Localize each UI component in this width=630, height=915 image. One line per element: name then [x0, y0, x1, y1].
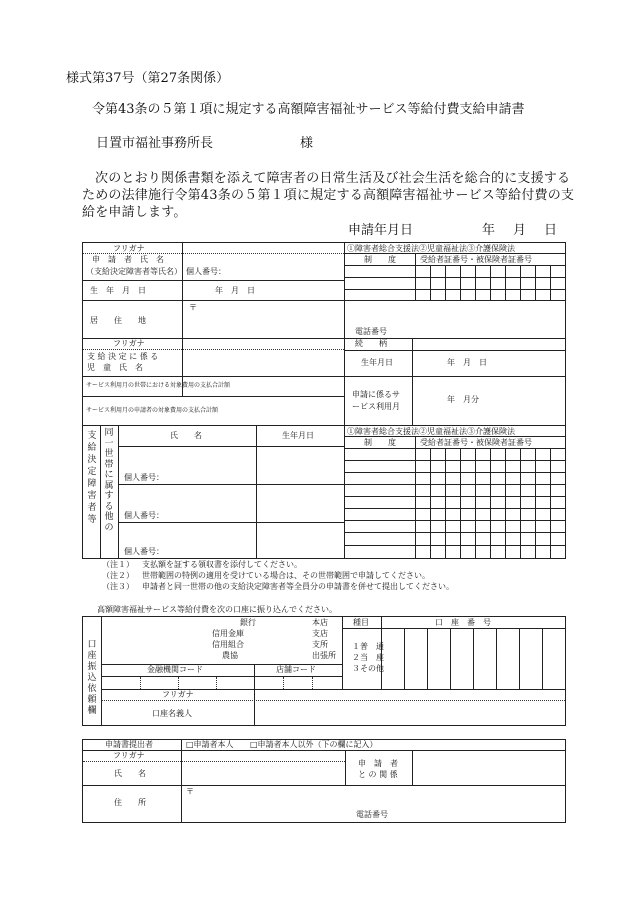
date-year: 年 [482, 223, 496, 238]
insurance-header: ①障害者総合支援法②児童福祉法③介護保険法 [347, 244, 515, 253]
child-birth-label: 生年月日 [361, 358, 393, 367]
applicant-furigana-input[interactable] [183, 254, 343, 266]
service-month-label-1: 申請に係るサ [352, 390, 400, 399]
fin-code-label: 金融機関コード [147, 665, 203, 674]
date-day: 日 [544, 223, 558, 238]
vertical-label-left: 支給決定障害者等 [87, 431, 97, 525]
note-3-text: 申請者と同一世帯の他の支給決定障害者等全員分の申請書を併せて提出してください。 [142, 582, 454, 591]
submitter-address-label: 住 所 [114, 798, 146, 807]
name-column-header: 氏 名 [170, 431, 202, 440]
service-year-month: 年 月分 [447, 395, 479, 404]
applicant-address-input[interactable] [183, 301, 343, 337]
date-month: 月 [513, 223, 527, 238]
note-2-mark: （注２） [102, 571, 134, 580]
household-total-label: サービス利用月の世帯における対象費用の支払合計額 [86, 382, 231, 389]
branch-label: 支所 [312, 640, 328, 649]
relationship-input[interactable] [413, 339, 565, 350]
birth-column-header: 生年月日 [282, 431, 314, 440]
submitter-phone-label: 電話番号 [356, 810, 388, 819]
submitter-self-checkbox[interactable]: □申請者本人 [186, 740, 234, 749]
addressee: 日置市福祉事務所長 [96, 136, 214, 151]
main-office-label: 本店 [312, 618, 328, 627]
submitter-name-label: 氏 名 [114, 769, 146, 778]
note-1-mark: （注１） [102, 560, 134, 569]
agri-coop-label: 農協 [222, 651, 238, 660]
phone-label: 電話番号 [355, 327, 387, 336]
type-ordinary: １普 通 [352, 642, 384, 651]
submitter-furigana-label: フリガナ [113, 751, 145, 760]
bank-vertical-label: 口座振込依頼欄 [87, 640, 97, 716]
cert-number-label-2: 受給者証番号・被保険者証番号 [420, 438, 532, 447]
bank-intro: 高額障害福祉サービス等給付費を次の口座に振り込んでください。 [97, 605, 337, 614]
note-2-text: 世帯範囲の特例の適用を受けている場合は、その世帯範囲で申請してください。 [142, 571, 430, 580]
applicant-name-label: 申 請 者 氏 名 [92, 255, 164, 264]
vertical-label-right: 同一世帯に属する他の [104, 428, 114, 533]
birthdate-label: 生 年 月 日 [90, 286, 146, 295]
type-other: ３その他 [352, 664, 384, 673]
child-furigana-label: フリガナ [113, 339, 145, 348]
bank-label: 銀行 [240, 618, 256, 627]
child-name-label-2: 児 童 氏 名 [87, 363, 143, 372]
system-label: 制 度 [364, 255, 396, 264]
applicant-personal-number-input[interactable] [236, 266, 343, 279]
child-name-label-1: 支 給 決 定 に 係 る [87, 352, 159, 361]
applicant-name-sub-label: （支給決定障害者等氏名） [86, 267, 182, 276]
account-holder-input[interactable] [255, 691, 565, 725]
system-label-2: 制 度 [364, 438, 396, 447]
type-current: ２当 座 [352, 653, 384, 662]
holder-furigana-label: フリガナ [162, 690, 194, 699]
application-date-label: 申請年月日 [348, 223, 414, 238]
submitter-name-input[interactable] [182, 762, 344, 784]
service-month-label-2: ービス利用月 [352, 402, 400, 411]
note-3-mark: （注３） [102, 582, 134, 591]
relation-label-1: 申 請 者 [358, 759, 398, 768]
note-1-text: 支払額を証する領収書を添付してください。 [142, 560, 302, 569]
agency-label: 出張所 [312, 651, 336, 660]
member1-personal-number: 個人番号： [124, 473, 164, 482]
credit-union-label: 信用組合 [212, 640, 244, 649]
relation-label-2: と の 関 係 [358, 770, 398, 779]
intro-paragraph: 次のとおり関係書類を添えて障害者の日常生活及び社会生活を総合的に支援するための法律施行令第43条の５第１項に規定する高額障害福祉サービス等給付費の支給を申請します。 [82, 171, 575, 220]
account-number-label: 口 座 番 号 [435, 618, 491, 627]
member3-personal-number: 個人番号： [124, 547, 164, 556]
child-birth-ymd: 年 月 日 [447, 358, 487, 367]
form-title: 令第43条の５第１項に規定する高額障害福祉サービス等給付費支給申請書 [92, 102, 525, 117]
cert-number-label: 受給者証番号・被保険者証番号 [420, 255, 532, 264]
submitter-postal-mark: 〒 [186, 787, 194, 796]
addressee-honorific: 様 [300, 136, 314, 151]
branch-code-label: 店舗コード [276, 665, 316, 674]
personal-number-label: 個人番号： [186, 267, 226, 276]
account-type-label: 種目 [353, 618, 369, 627]
relationship-label: 続 柄 [355, 339, 387, 348]
submitter-other-checkbox[interactable]: □申請者本人以外（下の欄に記入） [250, 740, 378, 749]
furigana-label: フリガナ [113, 244, 145, 253]
form-number: 様式第37号（第27条関係） [66, 71, 230, 86]
member2-personal-number: 個人番号： [124, 511, 164, 520]
birthdate-ymd: 年 月 日 [215, 286, 255, 295]
applicant-total-label: サービス利用月の申請者の対象費用の支払合計額 [86, 407, 219, 414]
submitter-address-input[interactable] [182, 796, 342, 810]
shinkin-label: 信用金庫 [212, 629, 244, 638]
address-label: 居 住 地 [90, 316, 146, 325]
insurance-header-2: ①障害者総合支援法②児童福祉法③介護保険法 [347, 427, 515, 436]
account-holder-label: 口座名義人 [152, 709, 192, 718]
submitter-label: 申請書提出者 [105, 740, 153, 749]
branch-office-label: 支店 [312, 629, 328, 638]
postal-mark: 〒 [189, 303, 197, 312]
